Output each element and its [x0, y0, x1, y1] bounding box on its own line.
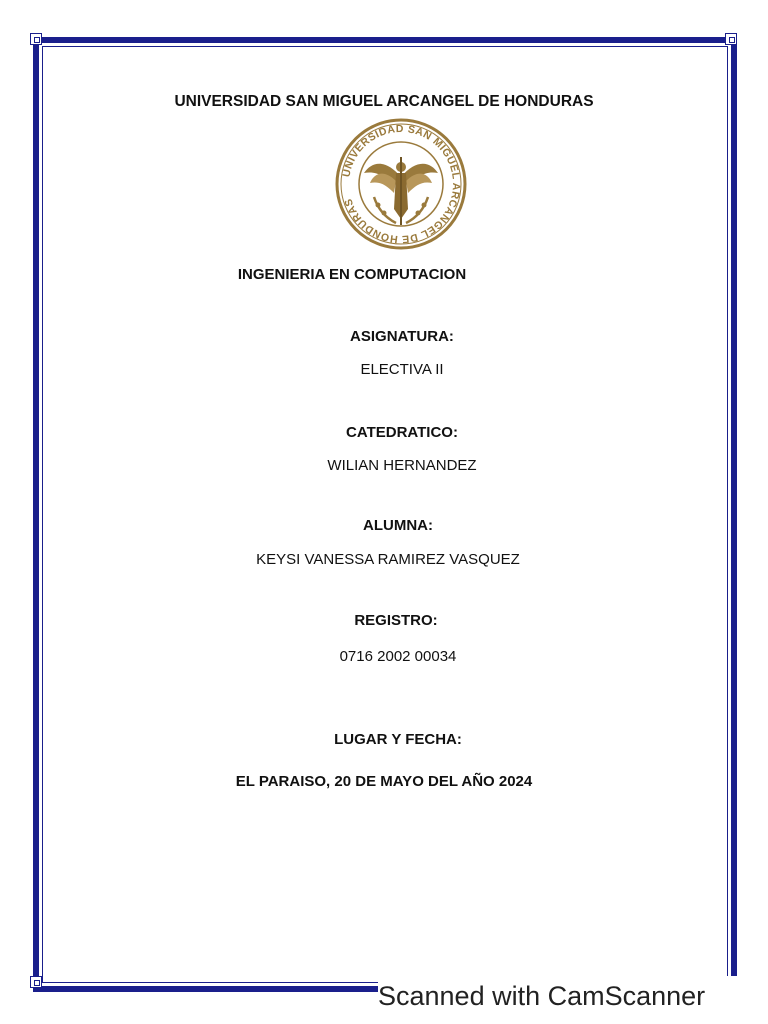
seal-ring-text: UNIVERSIDAD SAN MIGUEL ARCANGEL DE HONDURAS: [340, 122, 463, 246]
career-title: INGENIERIA EN COMPUTACION: [237, 266, 467, 283]
registry-label: REGISTRO:: [354, 612, 438, 629]
place-date-label: LUGAR Y FECHA:: [334, 731, 462, 748]
border-corner-top-right: [725, 33, 737, 45]
student-label: ALUMNA:: [363, 517, 433, 534]
border-corner-top-left: [30, 33, 42, 45]
seal-icon: [334, 117, 468, 251]
teacher-value: WILIAN HERNANDEZ: [327, 457, 477, 474]
registry-value: 0716 2002 00034: [339, 648, 457, 665]
subject-value: ELECTIVA II: [360, 361, 444, 378]
teacher-label: CATEDRATICO:: [346, 424, 458, 441]
university-title: UNIVERSIDAD SAN MIGUEL ARCANGEL DE HONDURAS: [174, 93, 594, 110]
student-value: KEYSI VANESSA RAMIREZ VASQUEZ: [256, 551, 520, 568]
subject-label: ASIGNATURA:: [350, 328, 454, 345]
place-date-value: EL PARAISO, 20 DE MAYO DEL AÑO 2024: [235, 773, 533, 790]
camscanner-watermark: Scanned with CamScanner: [378, 976, 758, 1016]
border-corner-bottom-left: [30, 976, 42, 988]
university-seal-logo: [334, 117, 468, 251]
